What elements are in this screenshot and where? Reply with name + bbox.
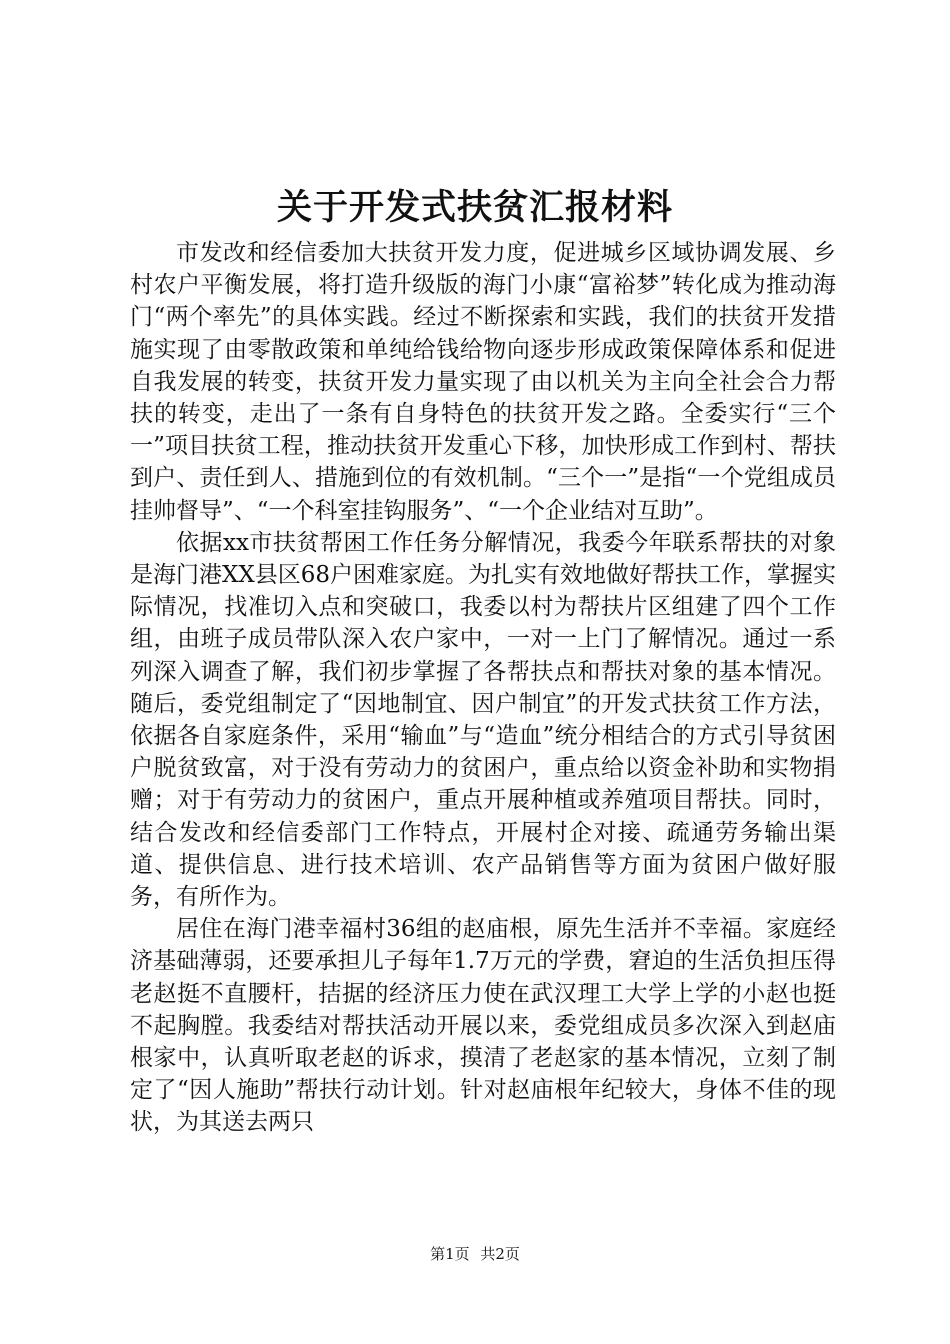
page-footer	[0, 1244, 950, 1264]
paragraph-intro: 市发改和经信委加大扶贫开发力度，促进城乡区域协调发展、乡村农户平衡发展，将打造升级版的海门小康“富裕梦”转化成为推动海门“两个率先”的具体实践。经过不断探索和实践，我们的扶贫开发措施实现了由零散政策和单纯给钱给物向逐步形成政策保障体系和促进自我发展的转变，扶贫开发力量实现了由以机关为主向全社会合力帮扶的转变，走出了一条有自身特色的扶贫开发之路。全委实行“三个一”项目扶贫工程，推动扶贫开发重心下移，加快形成工作到村、帮扶到户、责任到人、措施到位的有效机制。“三个一”是指“一个党组成员挂帅督导”、“一个科室挂钩服务”、“一个企业结对互助”。	[130, 240, 836, 524]
page-total: 共2页	[480, 1245, 520, 1263]
paragraph-task-breakdown: 依据xx市扶贫帮困工作任务分解情况，我委今年联系帮扶的对象是海门港XX县区68户困难家庭。为扎实有效地做好帮扶工作，掌握实际情况，找准切入点和突破口，我委以村为帮扶片区组建了四个工作组，由班子成员带队深入农户家中，一对一上门了解情况。通过一系列深入调查了解，我们初步掌握了各帮扶点和帮扶对象的基本情况。随后，委党组制定了“因地制宜、因户制宜”的开发式扶贫工作方法，依据各自家庭条件，采用“输血”与“造血”统分相结合的方式引导贫困户脱贫致富，对于没有劳动力的贫困户，重点给以资金补助和实物捐赠；对于有劳动力的贫困户，重点开展种植或养殖项目帮扶。同时，结合发改和经信委部门工作特点，开展村企对接、疏通劳务输出渠道、提供信息、进行技术培训、农产品销售等方面为贫困户做好服务，有所作为。	[130, 529, 837, 911]
document-title: 关于开发式扶贫汇报材料	[276, 187, 673, 228]
document-body	[130, 237, 836, 1139]
page-number: 第1页	[430, 1245, 470, 1263]
paragraph-case-zhao: 居住在海门港幸福村36组的赵庙根，原先生活并不幸福。家庭经济基础薄弱，还要承担儿子每年1.7万元的学费，窘迫的生活负担压得老赵挺不直腰杆，拮据的经济压力使在武汉理工大学上学的小赵也挺不起胸膛。我委结对帮扶活动开展以来，委党组成员多次深入到赵庙根家中，认真听取老赵的诉求，摸清了老赵家的基本情况，立刻了制定了“因人施助”帮扶行动计划。针对赵庙根年纪较大，身体不佳的现状，为其送去两只	[130, 916, 836, 1136]
